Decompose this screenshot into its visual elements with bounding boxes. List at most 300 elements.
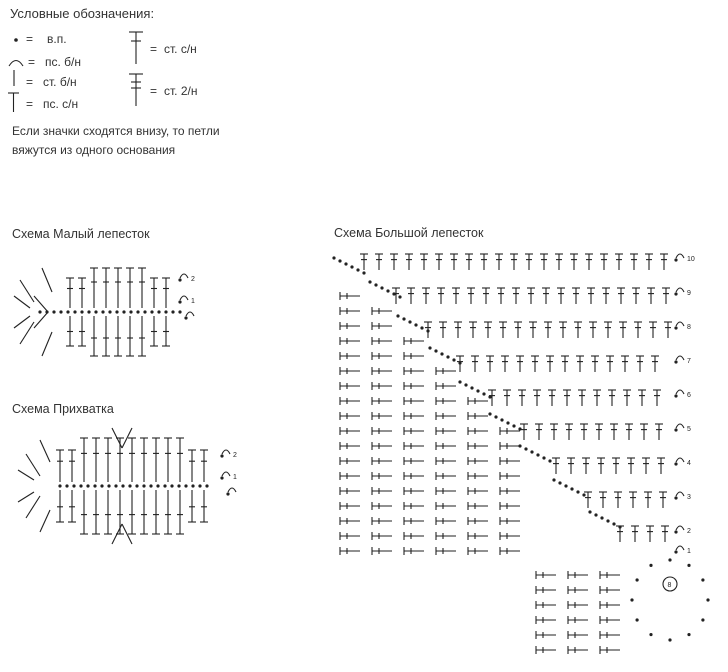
dc-stitch-mark: [660, 254, 668, 270]
dc-stitch-mark: [500, 517, 520, 525]
dc-stitch-mark: [372, 307, 392, 315]
dc-stitch-mark: [482, 288, 490, 304]
dc-stitch-mark: [500, 457, 520, 465]
legend-note-line2: вяжутся из одного основания: [12, 143, 176, 157]
dc-stitch-mark: [600, 631, 620, 639]
chain-stitch-mark: [564, 484, 567, 487]
chain-stitch-mark: [548, 459, 551, 462]
chain-stitch-mark: [674, 428, 677, 431]
legend-label-dc: ст. с/н: [164, 42, 197, 56]
dc-stitch-mark: [647, 288, 655, 304]
chain-stitch-mark: [408, 320, 411, 323]
chain-stitch-mark: [476, 389, 479, 392]
dc-stitch-mark: [585, 254, 593, 270]
dc-stitch-mark: [436, 532, 456, 540]
dc-stitch-mark: [514, 322, 522, 338]
chain-stitch-mark: [506, 421, 509, 424]
row-number-label: 9: [687, 290, 691, 297]
dc-stitch-mark: [404, 532, 424, 540]
chain-stitch-mark: [674, 530, 677, 533]
dc-stitch-mark: [390, 254, 398, 270]
dc-stitch-mark: [503, 390, 511, 406]
dc-stitch-mark: [625, 424, 633, 440]
dc-stitch-mark: [372, 322, 392, 330]
dc-stitch-mark: [468, 547, 488, 555]
dc-stitch-mark: [659, 492, 667, 508]
chain-stitch-mark: [500, 418, 503, 421]
chain-stitch-mark: [542, 456, 545, 459]
chain-stitch-mark: [434, 349, 437, 352]
row-turn-mark: [674, 424, 691, 433]
dc-stitch-mark: [404, 352, 424, 360]
dc-stitch-mark: [340, 412, 360, 420]
chain-stitch-mark: [350, 265, 353, 268]
dc-stitch-mark: [486, 356, 494, 372]
dc-stitch-mark: [436, 412, 456, 420]
dc-stitch-mark: [340, 382, 360, 390]
dc-stitch-mark: [602, 288, 610, 304]
dc-stitch-mark: [372, 427, 392, 435]
dc-stitch-mark: [529, 322, 537, 338]
dc-stitch-mark: [600, 571, 620, 579]
dc-stitch-mark: [436, 457, 456, 465]
dc-stitch-mark: [340, 397, 360, 405]
chain-stitch-mark: [482, 392, 485, 395]
chain-stitch-mark: [606, 519, 609, 522]
dc-stitch-mark: [631, 526, 639, 542]
dc-stitch-mark: [536, 616, 556, 624]
dc-stitch-mark: [548, 390, 556, 406]
dc-stitch-mark: [471, 356, 479, 372]
dc-stitch-mark: [436, 367, 456, 375]
chain-stitch-mark: [630, 598, 633, 601]
row-turn-mark: [674, 458, 691, 467]
potholder-title: Схема Прихватка: [12, 402, 114, 416]
legend-label-tr: ст. 2/н: [164, 84, 198, 98]
dc-stitch-mark: [557, 288, 565, 304]
dc-stitch-mark: [501, 356, 509, 372]
dc-stitch-mark: [572, 288, 580, 304]
dc-stitch-mark: [655, 424, 663, 440]
dc-stitch-mark: [645, 254, 653, 270]
dc-stitch-mark: [606, 356, 614, 372]
row-number-label: 1: [191, 298, 195, 305]
dc-stitch-mark: [436, 547, 456, 555]
legend-label-scs: ст. б/н: [43, 75, 77, 89]
dc-stitch-mark: [555, 254, 563, 270]
dc-stitch-mark: [404, 502, 424, 510]
chain-stitch-mark: [464, 383, 467, 386]
legend-note-line1: Если значки сходятся внизу, то петли: [12, 124, 220, 138]
row-number-label: 3: [687, 494, 691, 501]
chain-stitch-mark: [576, 490, 579, 493]
dc-stitch-mark: [372, 412, 392, 420]
row-number-label: 2: [687, 528, 691, 535]
dc-stitch-mark: [629, 492, 637, 508]
chain-stitch-mark: [612, 522, 615, 525]
chain-stitch-mark: [398, 295, 401, 298]
dc-stitch-mark: [468, 457, 488, 465]
dc-stitch-mark: [568, 616, 588, 624]
row-turn-mark: [674, 492, 691, 501]
dc-stitch-mark: [340, 337, 360, 345]
chain-stitch-mark: [386, 289, 389, 292]
dc-stitch-mark: [661, 526, 669, 542]
dc-stitch-mark: [436, 487, 456, 495]
dc-stitch-mark: [612, 458, 620, 474]
dc-stitch-mark: [340, 427, 360, 435]
dc-stitch-mark: [340, 502, 360, 510]
dc-stitch-mark: [404, 397, 424, 405]
dc-stitch-mark: [465, 254, 473, 270]
row-number-label: 5: [687, 426, 691, 433]
dc-stitch-mark: [454, 322, 462, 338]
dc-stitch-mark: [568, 601, 588, 609]
dc-stitch-mark: [468, 412, 488, 420]
small-petal-title: Схема Малый лепесток: [12, 227, 150, 241]
chain-stitch-mark: [428, 346, 431, 349]
chain-stitch-mark: [530, 450, 533, 453]
dc-stitch-mark: [484, 322, 492, 338]
chain-stitch-mark: [440, 352, 443, 355]
row-turn-mark: [674, 546, 691, 555]
chain-stitch-mark: [338, 259, 341, 262]
legend-eq-2: =: [28, 55, 36, 69]
dc-stitch-mark: [595, 424, 603, 440]
chain-stitch-mark: [552, 478, 555, 481]
dc-stitch-mark: [450, 254, 458, 270]
chain-stitch-mark: [649, 564, 652, 567]
dc-stitch-mark: [404, 427, 424, 435]
dc-stitch-mark: [567, 458, 575, 474]
dc-stitch-mark: [404, 337, 424, 345]
dc-stitch-mark: [436, 442, 456, 450]
dc-stitch-mark: [372, 502, 392, 510]
dc-stitch-mark: [568, 646, 588, 654]
dc-stitch-mark: [632, 288, 640, 304]
dc-stitch-mark: [657, 458, 665, 474]
dc-stitch-mark: [404, 487, 424, 495]
dc-stitch-mark: [615, 254, 623, 270]
dc-stitch-mark: [565, 424, 573, 440]
chain-stitch-mark: [488, 412, 491, 415]
dc-stitch-mark: [616, 526, 624, 542]
dc-stitch-mark: [570, 254, 578, 270]
dc-stitch-mark: [638, 390, 646, 406]
dc-stitch-mark: [578, 390, 586, 406]
dc-stitch-mark: [437, 288, 445, 304]
dc-stitch-mark: [568, 631, 588, 639]
dc-stitch-mark: [340, 487, 360, 495]
dc-stitch-mark: [404, 517, 424, 525]
dc-stitch-mark: [642, 458, 650, 474]
chain-stitch-mark: [536, 453, 539, 456]
dc-stitch-mark: [499, 322, 507, 338]
chain-stitch-mark: [356, 268, 359, 271]
row-number-label: 10: [687, 256, 695, 263]
dc-stitch-mark: [420, 254, 428, 270]
dc-stitch-mark: [340, 322, 360, 330]
dc-stitch-mark: [619, 322, 627, 338]
row-turn-mark: [674, 254, 694, 263]
dc-stitch-mark: [424, 322, 432, 338]
dc-stitch-mark: [372, 487, 392, 495]
chain-stitch-mark: [470, 386, 473, 389]
chain-stitch-mark: [582, 493, 585, 496]
center-ring: [663, 577, 677, 591]
dc-stitch-mark: [456, 356, 464, 372]
dc-stitch-mark: [468, 472, 488, 480]
dc-stitch-mark: [614, 492, 622, 508]
dc-stitch-mark: [653, 390, 661, 406]
dc-stitch-mark: [576, 356, 584, 372]
dc-stitch-mark: [372, 367, 392, 375]
dc-stitch-mark: [563, 390, 571, 406]
dc-stitch-mark: [340, 367, 360, 375]
chain-stitch-mark: [600, 516, 603, 519]
row-number-label: 7: [687, 358, 691, 365]
dc-stitch-mark: [559, 322, 567, 338]
dc-stitch-mark: [542, 288, 550, 304]
dc-stitch-mark: [568, 586, 588, 594]
dc-stitch-mark: [516, 356, 524, 372]
row-turn-mark: [674, 390, 691, 399]
chain-stitch-mark: [687, 564, 690, 567]
dc-stitch-mark: [372, 517, 392, 525]
dc-stitch-mark: [536, 601, 556, 609]
dc-stitch-mark: [422, 288, 430, 304]
legend-eq-1: =: [26, 32, 34, 46]
dc-stitch-mark: [568, 571, 588, 579]
dc-stitch-mark: [574, 322, 582, 338]
dc-stitch-mark: [649, 322, 657, 338]
dc-stitch-mark: [634, 322, 642, 338]
dc-stitch-mark: [372, 472, 392, 480]
dc-stitch-mark: [495, 254, 503, 270]
chain-stitch-mark: [368, 280, 371, 283]
chain-stitch-mark: [668, 638, 671, 641]
dc-stitch-mark: [372, 457, 392, 465]
legend-eq-6: =: [150, 84, 158, 98]
dc-stitch-mark: [436, 472, 456, 480]
dc-stitch-mark: [372, 352, 392, 360]
chain-stitch-mark: [458, 380, 461, 383]
row-turn-mark: [674, 288, 691, 297]
dc-stitch-mark: [512, 288, 520, 304]
dc-stitch-mark: [540, 254, 548, 270]
dc-stitch-mark: [600, 586, 620, 594]
legend-eq-5: =: [150, 42, 158, 56]
dc-stitch-mark: [520, 424, 528, 440]
dc-stitch-mark: [608, 390, 616, 406]
chain-stitch-mark: [649, 633, 652, 636]
row-number-label: 2: [191, 276, 195, 283]
chain-stitch-mark: [635, 578, 638, 581]
chain-stitch-mark: [674, 292, 677, 295]
dc-stitch-mark: [531, 356, 539, 372]
dc-stitch-mark: [644, 492, 652, 508]
dc-stitch-mark: [580, 424, 588, 440]
dc-stitch-mark: [535, 424, 543, 440]
chain-stitch-mark: [588, 510, 591, 513]
dc-stitch-mark: [610, 424, 618, 440]
dc-stitch-mark: [468, 442, 488, 450]
dc-stitch-mark: [372, 337, 392, 345]
dc-stitch-mark: [587, 288, 595, 304]
dc-stitch-mark: [536, 571, 556, 579]
row-number-label: 1: [687, 548, 691, 555]
dc-stitch-mark: [500, 547, 520, 555]
dc-stitch-mark: [468, 397, 488, 405]
dc-stitch-mark: [436, 502, 456, 510]
row-turn-mark: [674, 526, 691, 535]
chain-stitch-mark: [512, 424, 515, 427]
center-label: 8: [667, 582, 672, 589]
dc-stitch-mark: [372, 442, 392, 450]
row-number-label: 4: [687, 460, 691, 467]
dc-stitch-mark: [536, 631, 556, 639]
dc-stitch-mark: [525, 254, 533, 270]
chain-stitch-mark: [674, 258, 677, 261]
row-turn-mark: [674, 356, 691, 365]
chain-stitch-mark: [706, 598, 709, 601]
dc-stitch-mark: [646, 526, 654, 542]
dc-stitch-mark: [372, 382, 392, 390]
dc-stitch-mark: [404, 367, 424, 375]
dc-stitch-mark: [436, 427, 456, 435]
dc-stitch-mark: [500, 532, 520, 540]
row-turn-mark: [674, 322, 691, 331]
dc-stitch-mark: [604, 322, 612, 338]
dc-stitch-mark: [500, 472, 520, 480]
chain-stitch-mark: [414, 323, 417, 326]
chain-stitch-mark: [668, 558, 671, 561]
dc-stitch-mark: [500, 442, 520, 450]
dc-stitch-mark: [561, 356, 569, 372]
dc-stitch-mark: [600, 601, 620, 609]
row-number-label: 1: [233, 474, 237, 481]
chain-stitch-mark: [558, 481, 561, 484]
dc-stitch-mark: [375, 254, 383, 270]
dc-stitch-mark: [404, 442, 424, 450]
dc-stitch-mark: [404, 382, 424, 390]
dc-stitch-mark: [340, 292, 360, 300]
dc-stitch-mark: [404, 472, 424, 480]
dc-stitch-mark: [664, 322, 672, 338]
dc-stitch-mark: [623, 390, 631, 406]
dc-stitch-mark: [467, 288, 475, 304]
dc-stitch-mark: [439, 322, 447, 338]
dc-stitch-mark: [372, 532, 392, 540]
dc-stitch-mark: [552, 458, 560, 474]
dc-stitch-mark: [627, 458, 635, 474]
legend-eq-4: =: [26, 97, 34, 111]
legend-eq-3: =: [26, 75, 34, 89]
dc-stitch-mark: [340, 307, 360, 315]
dc-stitch-mark: [630, 254, 638, 270]
dc-stitch-mark: [640, 424, 648, 440]
chain-stitch-mark: [674, 394, 677, 397]
chain-stitch-mark: [635, 618, 638, 621]
legend-title: Условные обозначения:: [10, 6, 155, 21]
legend-label-chain: в.п.: [47, 32, 67, 46]
row-number-label: 2: [233, 452, 237, 459]
legend-label-sc: пс. б/н: [45, 55, 81, 69]
dc-stitch-mark: [480, 254, 488, 270]
dc-stitch-mark: [651, 356, 659, 372]
dc-stitch-mark: [340, 457, 360, 465]
dc-stitch-mark: [544, 322, 552, 338]
chain-stitch-mark: [396, 314, 399, 317]
dc-stitch-mark: [527, 288, 535, 304]
chain-stitch-mark: [701, 618, 704, 621]
dc-stitch-mark: [436, 517, 456, 525]
chain-stitch-mark: [701, 578, 704, 581]
dc-stitch-mark: [468, 487, 488, 495]
dc-stitch-mark: [435, 254, 443, 270]
dc-stitch-mark: [662, 288, 670, 304]
dc-stitch-mark: [621, 356, 629, 372]
dc-stitch-mark: [550, 424, 558, 440]
dc-stitch-mark: [404, 547, 424, 555]
dc-stitch-mark: [536, 586, 556, 594]
chain-stitch-mark: [674, 360, 677, 363]
dc-stitch-mark: [500, 502, 520, 510]
chain-stitch-mark: [674, 326, 677, 329]
dc-stitch-mark: [340, 532, 360, 540]
chain-stitch-mark: [420, 326, 423, 329]
dc-stitch-mark: [593, 390, 601, 406]
dc-stitch-mark: [404, 412, 424, 420]
chain-stitch-mark: [687, 633, 690, 636]
dc-stitch-mark: [340, 547, 360, 555]
dc-stitch-mark: [340, 517, 360, 525]
dc-stitch-mark: [500, 427, 520, 435]
dc-stitch-mark: [340, 472, 360, 480]
dc-stitch-mark: [500, 487, 520, 495]
chain-stitch-mark: [674, 550, 677, 553]
chain-stitch-mark: [594, 513, 597, 516]
chain-stitch-mark: [332, 256, 335, 259]
dc-stitch-mark: [597, 458, 605, 474]
dc-stitch-mark: [518, 390, 526, 406]
big-petal-title: Схема Большой лепесток: [334, 226, 484, 240]
legend-label-hdc: пс. с/н: [43, 97, 79, 111]
chain-stitch-mark: [374, 283, 377, 286]
dc-stitch-mark: [533, 390, 541, 406]
dc-stitch-mark: [497, 288, 505, 304]
chain-stitch-mark: [674, 496, 677, 499]
chain-stitch-mark: [362, 271, 365, 274]
dc-stitch-mark: [599, 492, 607, 508]
chain-stitch-mark: [402, 317, 405, 320]
dc-stitch-mark: [600, 646, 620, 654]
chain-stitch-mark: [380, 286, 383, 289]
dc-stitch-mark: [536, 646, 556, 654]
dc-stitch-mark: [617, 288, 625, 304]
dc-stitch-mark: [340, 352, 360, 360]
chain-stitch-mark: [494, 415, 497, 418]
dc-stitch-mark: [340, 442, 360, 450]
dc-stitch-mark: [600, 616, 620, 624]
dc-stitch-mark: [436, 382, 456, 390]
chain-stitch-mark: [446, 355, 449, 358]
dc-stitch-mark: [404, 457, 424, 465]
dc-stitch-mark: [405, 254, 413, 270]
dc-stitch-mark: [591, 356, 599, 372]
dc-stitch-mark: [452, 288, 460, 304]
dc-stitch-mark: [360, 254, 368, 270]
